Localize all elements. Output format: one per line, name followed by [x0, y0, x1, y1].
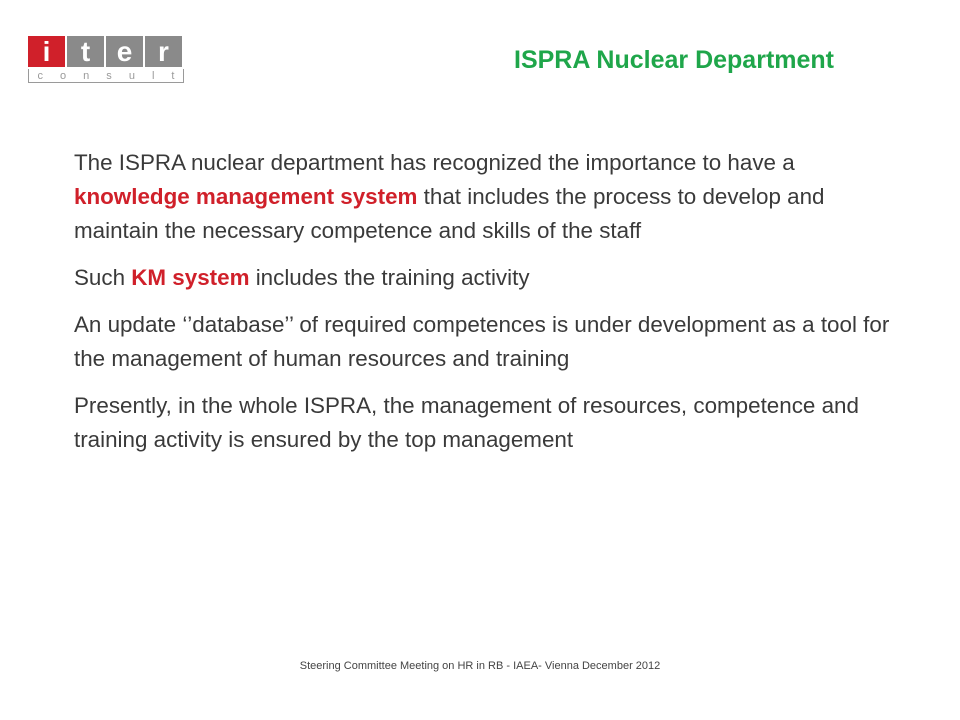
logo-letter-c: c [37, 69, 43, 82]
logo-consult-text [28, 69, 184, 83]
paragraph-training [74, 261, 914, 295]
paragraph-1-post: that includes the process to develop and maintain the necessary competence and skills of the staff [74, 184, 825, 243]
footer-text: Steering Committee Meeting on HR in RB - IAEA- Vienna December 2012 [299, 660, 661, 672]
logo-top-row [28, 36, 184, 67]
logo-letter-t: t [67, 36, 104, 67]
paragraph-km-system [74, 146, 914, 248]
logo-letter-l: l [151, 69, 155, 82]
paragraph-top-management: Presently, in the whole ISPRA, the management of resources, competence and training activity is ensured by the top management [74, 393, 859, 452]
logo-letter-s: s [106, 69, 112, 82]
paragraph-1-pre: The ISPRA nuclear department has recognized the importance to have a [74, 150, 795, 175]
logo-letter-o: o [60, 69, 67, 82]
paragraph-1-highlight: knowledge management system [74, 184, 418, 209]
slide-body [74, 146, 914, 470]
paragraph-2-highlight: KM system [131, 265, 250, 290]
logo-letter-e: e [106, 36, 143, 67]
paragraph-2-post: includes the training activity [249, 265, 530, 290]
logo-letter-n: n [83, 69, 90, 82]
logo-bottom-row [28, 69, 184, 83]
logo-letter-i: i [28, 36, 65, 67]
page-title: ISPRA Nuclear Department [514, 46, 834, 74]
paragraph-database: An update ‘’database’’ of required competences is under development as a tool for the management of human resources and training [74, 312, 890, 371]
iter-consult-logo [28, 36, 184, 83]
paragraph-2-pre: Such [74, 265, 132, 290]
logo-letter-t2: t [171, 69, 175, 82]
logo-letter-r: r [145, 36, 182, 67]
logo-letter-u: u [128, 69, 135, 82]
